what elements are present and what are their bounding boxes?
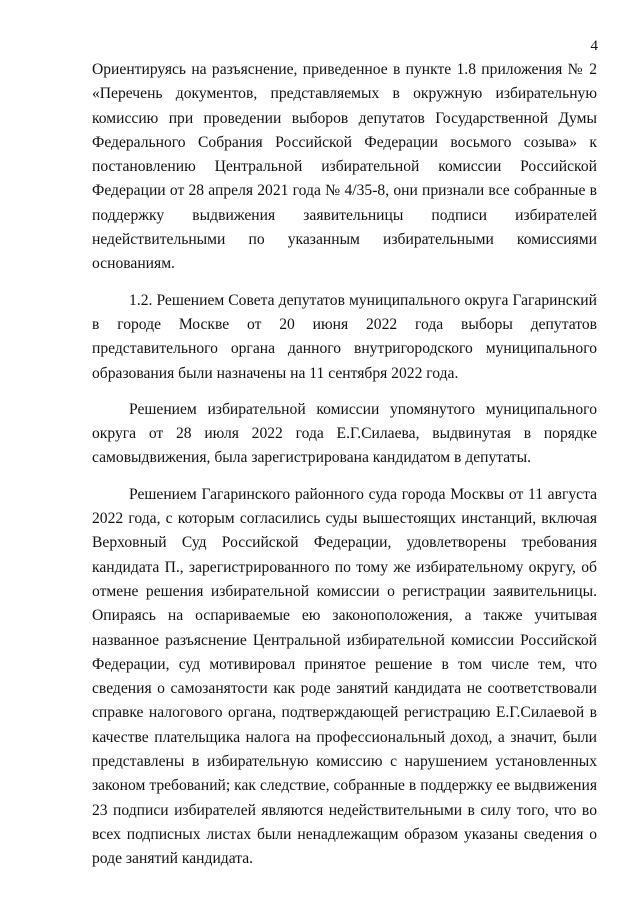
paragraph-section-1-2: 1.2. Решением Совета депутатов муниципального округа Гагаринский в городе Москве от 20 июня 2022 года выборы депутатов представительного органа данного внутригородского муниципального образования были назначены на 11 сентября 2022 года.	[92, 291, 597, 382]
page-number: 4	[590, 38, 598, 54]
paragraph-continuation: Ориентируясь на разъяснение, приведенное в пункте 1.8 приложения № 2 «Перечень документов, представляемых в окружную избирательную комиссию при проведении выборов депутатов Государственной Думы Федерального Собрания Российской Федерации восьмого созыва» к постановлению Центральной избирательной комиссии Российской Федерации от 28 апреля 2021 года № 4/35-8, они признали все собранные в поддержку выдвижения заявительницы подписи избирателей недействительными по указанным избирательными комиссиями основаниям.	[92, 61, 597, 273]
paragraph-registration-decision: Решением избирательной комиссии упомянутого муниципального округа от 28 июля 2022 года Е.Г.Силаева, выдвинутая в порядке самовыдвижения, была зарегистрирована кандидатом в депутаты.	[92, 400, 597, 467]
document-body	[92, 58, 597, 872]
paragraph-court-decision: Решением Гагаринского районного суда города Москвы от 11 августа 2022 года, с которым согласились суды вышестоящих инстанций, включая Верховный Суд Российской Федерации, удовлетворены требования кандидата П., зарегистрированного по тому же избирательному округу, об отмене решения избирательной комиссии о регистрации заявительницы. Опираясь на оспариваемые ею законоположения, а также учитывая названное разъяснение Центральной избирательной комиссии Российской Федерации, суд мотивировал принятое решение в том числе тем, что сведения о самозанятости как роде занятий кандидата не соответствовали справке налогового органа, подтверждающей регистрацию Е.Г.Силаевой в качестве плательщика налога на профессиональный доход, а значит, были представлены в избирательную комиссию с нарушением установленных законом требований; как следствие, собранные в поддержку ее выдвижения 23 подписи избирателей являются недействительными в силу того, что во всех подписных листах были ненадлежащим образом указаны сведения о роде занятий кандидата.	[92, 485, 597, 868]
